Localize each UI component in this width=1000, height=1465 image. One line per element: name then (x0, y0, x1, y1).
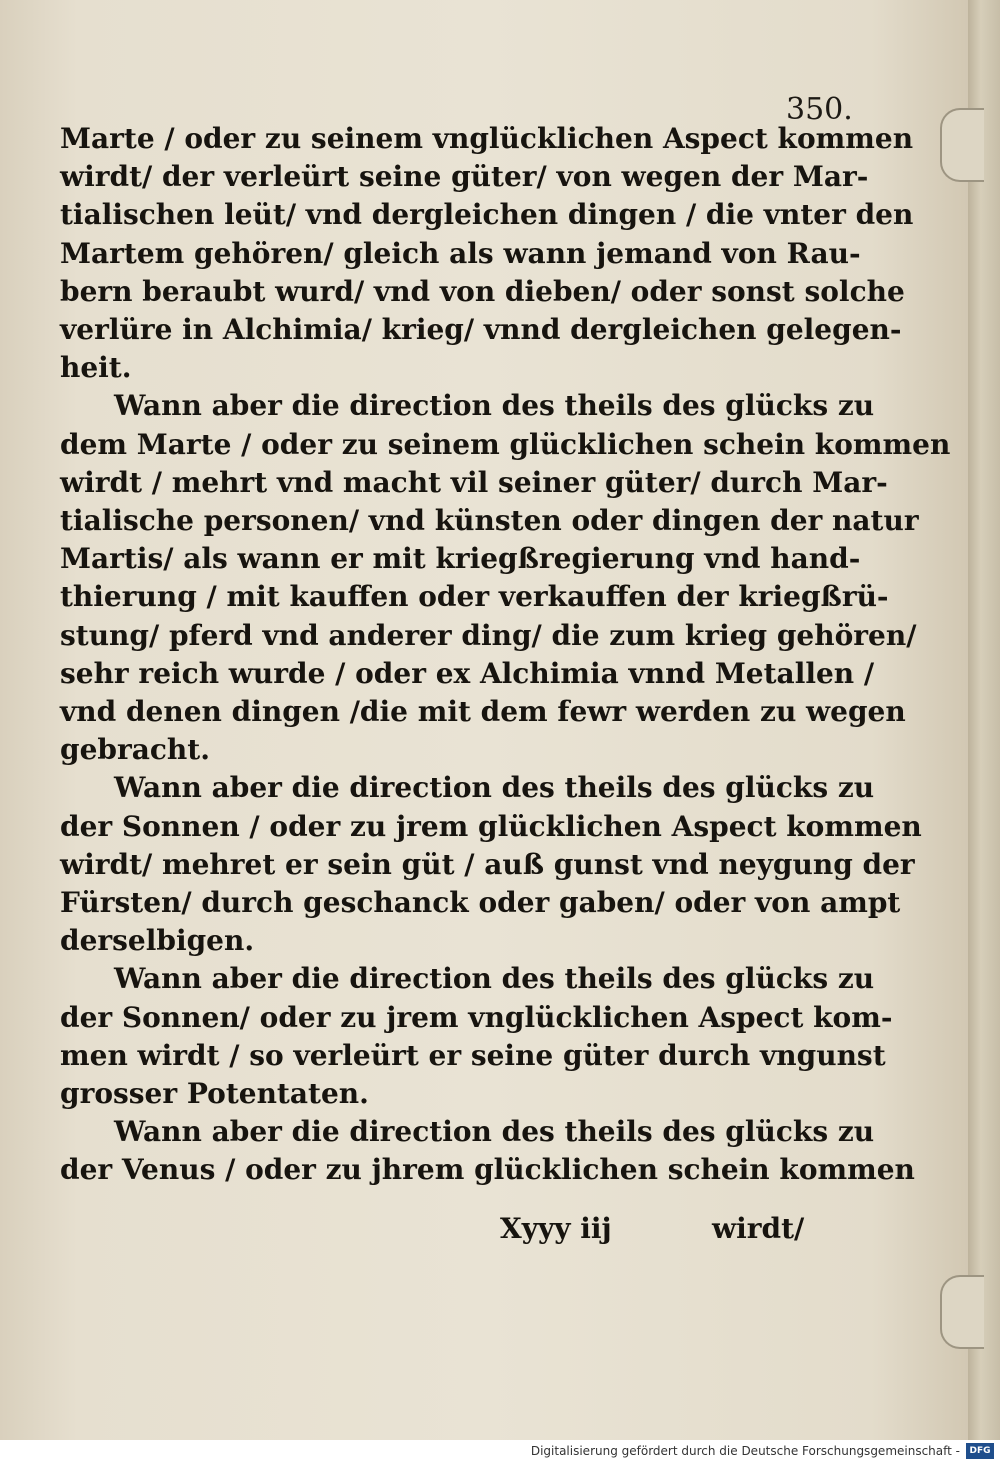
text-line: stung/ pferd vnd anderer ding/ die zum krieg gehören/ (60, 618, 917, 652)
text-line: der Venus / oder zu jhrem glücklichen schein kommen (60, 1153, 915, 1187)
catchword: wirdt/ (712, 1212, 805, 1245)
text-line: sehr reich wurde / oder ex Alchimia vnnd Metallen / (60, 656, 875, 690)
text-line: Marte / oder zu seinem vnglücklichen Aspect kommen (60, 122, 914, 155)
text-line: Fürsten/ durch geschanck oder gaben/ oder von ampt (60, 886, 901, 920)
text-line: dem Marte / oder zu seinem glücklichen schein kommen (60, 427, 951, 461)
text-line: verlüre in Alchimia/ krieg/ vnnd dergleichen gelegen- (60, 313, 902, 347)
text-line: derselbigen. (60, 924, 255, 958)
text-line: gebracht. (60, 733, 210, 767)
text-line: tialische personen/ vnd künsten oder dingen der natur (60, 504, 919, 538)
dfg-logo-icon: DFG (966, 1443, 994, 1459)
text-line: vnd denen dingen /die mit dem fewr werden zu wegen (60, 695, 906, 729)
text-line: tialischen leüt/ vnd dergleichen dingen / die vnter den (60, 198, 914, 232)
funding-credit: Digitalisierung gefördert durch die Deutsche Forschungsgemeinschaft - (530, 1444, 960, 1458)
text-line: heit. (60, 351, 132, 385)
text-line: bern beraubt wurd/ vnd von dieben/ oder sonst solche (60, 274, 905, 308)
page-body-text (60, 120, 951, 1190)
signature-mark: Xyyy iij (500, 1212, 612, 1245)
text-line: grosser Potentaten. (60, 1077, 369, 1111)
book-clasp-top (940, 108, 984, 182)
text-line: Wann aber die direction des theils des glücks zu (114, 771, 875, 805)
text-line: Wann aber die direction des theils des glücks zu (114, 389, 875, 423)
text-line: Martis/ als wann er mit kriegßregierung vnd hand- (60, 542, 861, 576)
text-line: der Sonnen/ oder zu jrem vnglücklichen Aspect kom- (60, 1000, 893, 1034)
page-edge (968, 0, 1000, 1440)
text-line: men wirdt / so verleürt er seine güter durch vngunst (60, 1038, 886, 1072)
text-line: Martem gehören/ gleich als wann jemand von Rau- (60, 236, 861, 270)
text-line: Wann aber die direction des theils des glücks zu (114, 962, 875, 996)
text-line: der Sonnen / oder zu jrem glücklichen Aspect kommen (60, 809, 922, 843)
page-number: 350. (786, 92, 853, 127)
text-line: wirdt/ mehret er sein güt / auß gunst vnd neygung der (60, 847, 915, 881)
footer-bar (0, 1440, 1000, 1465)
text-line: thierung / mit kauffen oder verkauffen der kriegßrü- (60, 580, 889, 614)
book-clasp-bottom (940, 1275, 984, 1349)
text-line: Wann aber die direction des theils des glücks zu (114, 1115, 875, 1149)
text-line: wirdt / mehrt vnd macht vil seiner güter/ durch Mar- (60, 465, 888, 499)
text-line: wirdt/ der verleürt seine güter/ von wegen der Mar- (60, 160, 869, 194)
